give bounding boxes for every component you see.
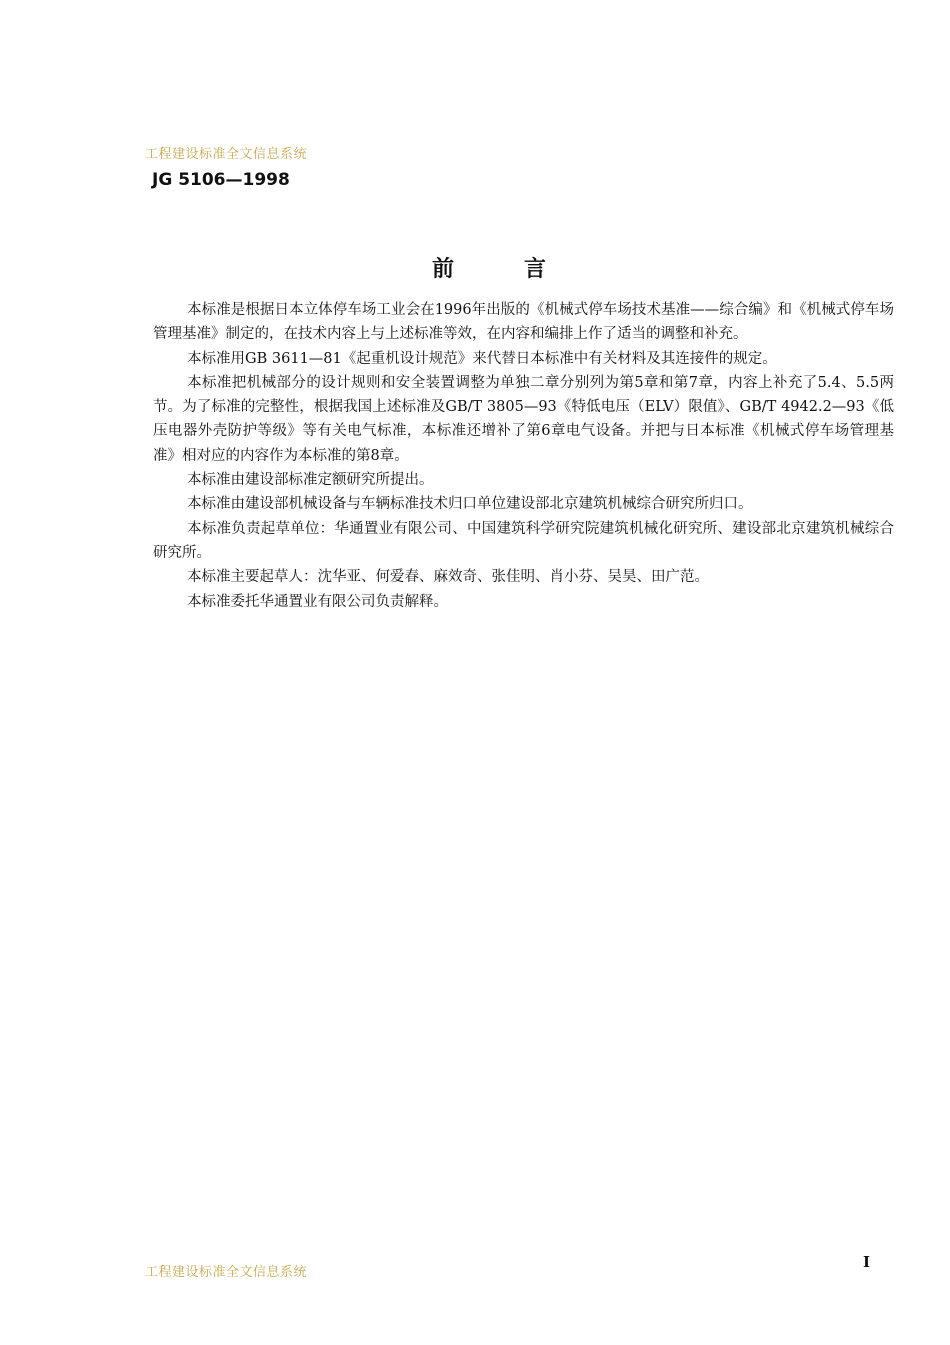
page-number: I [863, 1253, 871, 1271]
paragraph: 本标准把机械部分的设计规则和安全装置调整为单独二章分别列为第5章和第7章，内容上补充了5.4、5.5两节。为了标准的完整性，根据我国上述标准及GB/T 3805—93《特低电压（ELV）限值》、GB/T 4942.2—93《低压电器外壳防护等级》等有关电气标准，本标准还增补了第6章电气设备。并把与日本标准《机械式停车场管理基准》相对应的内容作为本标准的第8章。 [153, 374, 894, 464]
watermark-top: 工程建设标准全文信息系统 [145, 147, 308, 162]
watermark-bottom: 工程建设标准全文信息系统 [145, 1265, 308, 1280]
section-title: 前言 [431, 257, 616, 282]
foreword-body [153, 298, 894, 614]
paragraph: 本标准是根据日本立体停车场工业会在1996年出版的《机械式停车场技术基准——综合编》和《机械式停车场管理基准》制定的，在技术内容上与上述标准等效，在内容和编排上作了适当的调整和补充。 [153, 302, 894, 343]
paragraph: 本标准由建设部标准定额研究所提出。 [187, 472, 434, 489]
paragraph: 本标准委托华通置业有限公司负责解释。 [187, 593, 449, 610]
paragraph: 本标准负责起草单位：华通置业有限公司、中国建筑科学研究院建筑机械化研究所、建设部北京建筑机械综合研究所。 [153, 520, 894, 561]
paragraph: 本标准主要起草人：沈华亚、何爱春、麻效奇、张佳明、肖小芬、吴昊、田广范。 [187, 569, 710, 586]
paragraph: 本标准由建设部机械设备与车辆标准技术归口单位建设部北京建筑机械综合研究所归口。 [187, 496, 753, 513]
standard-code: JG 5106—1998 [152, 170, 290, 190]
paragraph: 本标准用GB 3611—81《起重机设计规范》来代替日本标准中有关材料及其连接件的规定。 [187, 350, 777, 367]
